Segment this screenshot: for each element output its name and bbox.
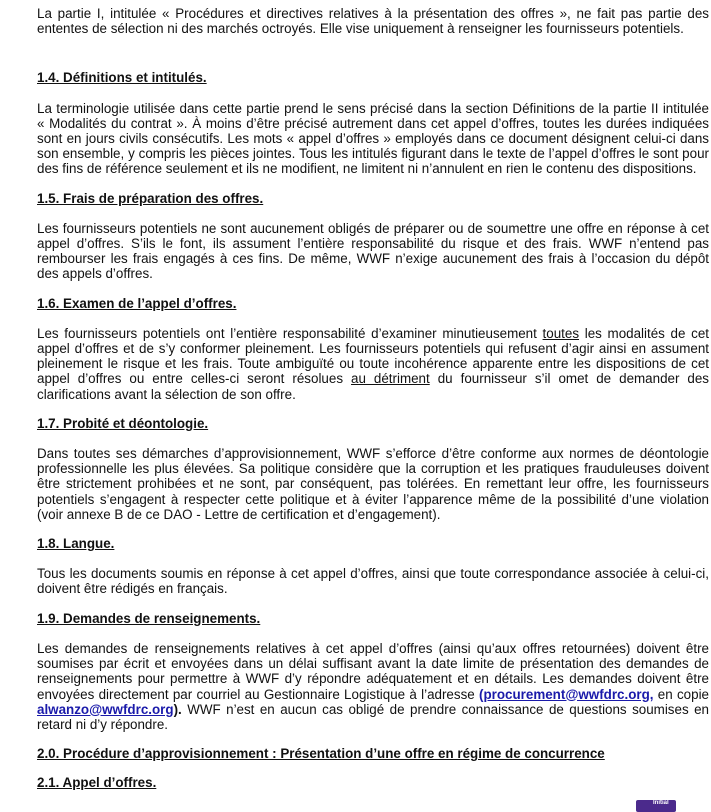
paren-close: ). [173,701,182,717]
spacer [37,626,709,641]
heading-1-9: 1.9. Demandes de renseignements. [37,610,261,626]
spacer [37,206,709,221]
paragraph-1-9 [37,641,709,732]
initial-stamp [636,800,676,812]
underlined-word-toutes: toutes [542,325,580,341]
alwanzo-email-link[interactable]: alwanzo@wwfdrc.org [37,701,174,717]
heading-1-7: 1.7. Probité et déontologie. [37,415,209,431]
spacer [37,761,709,775]
heading-1-5: 1.5. Frais de préparation des offres. [37,190,264,206]
spacer [37,177,709,191]
text-run: en copie [653,686,709,702]
procurement-email-link[interactable]: procurement@wwfdrc.org, [483,686,654,702]
spacer [37,732,709,746]
paragraph-1-5: Les fournisseurs potentiels ne sont aucunement obligés de préparer ou de soumettre une offre en réponse à cet appel d’offres. S’ils le font, ils assument l’entière responsabilité du risque et des frais. WWF n’entend pas rembourser les frais engagés à ces fins. De même, WWF n’exige aucunement des frais à l’occasion du dépôt des appels d’offres. [37,220,709,282]
document-page [37,6,709,791]
heading-2-1: 2.1. Appel d’offres. [37,775,157,791]
text-run: du fournisseur s’il omet de demander des clarifications avant la sélection de son offre. [37,371,710,402]
underlined-phrase-au-detriment: au détriment [351,371,430,387]
text-run: WWF n’est en aucun cas obligé de prendre connaissance de questions soumises en retard ni d’y répondre. [37,701,709,732]
spacer [37,402,709,416]
initial-stamp-label: Initial [653,800,669,806]
spacer [37,311,709,326]
spacer [37,36,709,70]
paragraph-1-4: La terminologie utilisée dans cette partie prend le sens précisé dans la section Définitions de la partie II intitulée « Modalités du contrat ». À moins d’être précisé autrement dans cet appel d’offres, toutes les durées indiquées sont en jours civils consécutifs. Les mots « appel d’offres » employés dans ce document désignent celui-ci dans son ensemble, y compris les pièces jointes. Tous les intitulés figurant dans le texte de l’appel d’offres le sont pour des fins de référence seulement et ils ne modifient, ne limitent ni n’annulent en rien le contenu des dispositions. [37,100,709,177]
text-run: les modalités de cet appel d’offres et de s’y conformer pleinement. Les fournisseurs potentiels qui refusent d’agir ainsi en assument pleinement le risque et les frais. Toute ambiguïté ou toute incohérence apparente entre les dispositions de cet appel d’offres ou entre celles-ci seront résolues [37,325,709,387]
spacer [37,522,709,536]
paragraph-1-8: Tous les documents soumis en réponse à cet appel d’offres, ainsi que toute correspondance associée à celui-ci, doivent être rédigés en français. [37,566,709,597]
heading-1-6: 1.6. Examen de l’appel d’offres. [37,295,237,311]
spacer [37,551,709,566]
paragraph-1-6 [37,326,709,402]
paragraph-1-7: Dans toutes ses démarches d’approvisionnement, WWF s’efforce d’être conforme aux normes de déontologie professionnelle les plus élevées. Sa politique considère que la corruption et les pratiques frauduleuses doivent être strictement prohibées et ne sont, par conséquent, pas tolérées. En remettant leur offre, les fournisseurs potentiels s’engagent à respecter cette politique et à éviter l’apparence même de la possibilité d’une violation (voir annexe B de ce DAO - Lettre de certification et d’engagement). [37,446,709,522]
heading-2-0: 2.0. Procédure d’approvisionnement : Présentation d’une offre en régime de concurrence [37,746,605,762]
heading-1-4: 1.4. Définitions et intitulés. [37,70,207,86]
spacer [37,282,709,296]
spacer [37,431,709,446]
text-run: Les fournisseurs potentiels ont l’entière responsabilité d’examiner minutieusement [37,325,543,341]
spacer [37,86,709,101]
text-run: Les demandes de renseignements relatives à cet appel d’offres (ainsi qu’aux offres retournées) doivent être soumises par écrit et envoyées dans un délai suffisant avant la date limite de présentation des demandes de renseignements pour permettre à WWF d’y répondre adéquatement et en détails. Les demandes doivent être envoyées directement par courriel au Gestionnaire Logistique à l’adresse [37,640,709,702]
paren-open: ( [479,686,484,702]
spacer [37,597,709,611]
intro-paragraph: La partie I, intitulée « Procédures et directives relatives à la présentation des offres », ne fait pas partie des ententes de sélection ni des marchés octroyés. Elle vise uniquement à renseigner les fournisseurs potentiels. [37,6,709,37]
heading-1-8: 1.8. Langue. [37,536,115,552]
